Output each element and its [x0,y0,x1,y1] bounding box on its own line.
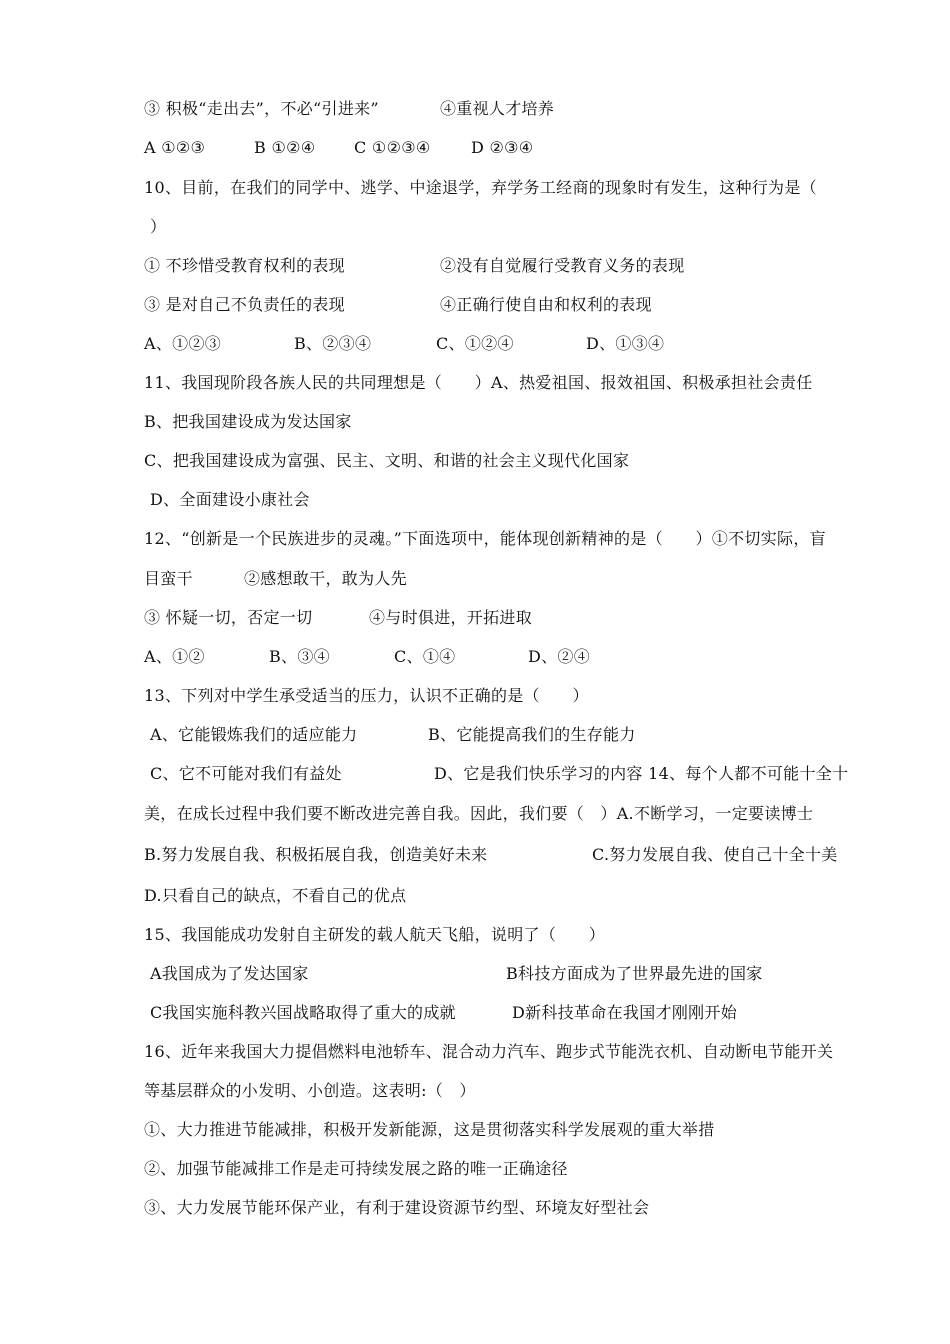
text-segment: ②没有自觉履行受教育义务的表现 [440,256,685,275]
text-segment: A、①②③ [144,334,222,353]
text-segment: C我国实施科教兴国战略取得了重大的成就 [150,1003,456,1022]
text-segment: 12、“创新是一个民族进步的灵魂。”下面选项中，能体现创新精神的是（ ）①不切实际，盲 [144,529,826,548]
text-segment: ④重视人才培养 [440,99,555,118]
text-segment: A、①② [144,647,205,666]
text-segment: C、把我国建设成为富强、民主、文明、和谐的社会主义现代化国家 [144,451,630,470]
text-segment: D、①③④ [586,334,665,353]
text-segment: C、它不可能对我们有益处 [150,764,342,783]
text-segment: A我国成为了发达国家 [150,964,309,983]
text-segment: ①、大力推进节能减排，积极开发新能源，这是贯彻落实科学发展观的重大举措 [144,1120,715,1139]
text-segment: D ②③④ [471,138,534,157]
text-segment: ③ 是对自己不负责任的表现 [144,295,345,314]
text-segment: B、把我国建设成为发达国家 [144,412,352,431]
text-segment: B.努力发展自我、积极拓展自我，创造美好未来 [144,845,488,864]
text-segment: C、①②④ [436,334,514,353]
text-segment: ③、大力发展节能环保产业，有利于建设资源节约型、环境友好型社会 [144,1198,650,1217]
text-segment: 15、我国能成功发射自主研发的载人航天飞船，说明了（ ） [144,925,606,944]
text-segment: 13、下列对中学生承受适当的压力，认识不正确的是（ ） [144,686,589,705]
text-segment: D、全面建设小康社会 [150,490,310,509]
text-segment: D.只看自己的缺点，不看自己的优点 [144,886,407,905]
text-segment: B、它能提高我们的生存能力 [428,725,636,744]
text-segment: 11、我国现阶段各族人民的共同理想是（ ）A、热爱祖国、报效祖国、积极承担社会责任 [144,373,813,392]
text-segment: 目蛮干 [144,569,193,588]
text-segment: 等基层群众的小发明、小创造。这表明:（ ） [144,1081,476,1100]
text-segment: D、②④ [528,647,591,666]
text-segment: ③ 积极“走出去”，不必“引进来” [144,99,379,118]
text-segment: ④与时俱进，开拓进取 [369,608,533,627]
text-segment: ① 不珍惜受教育权利的表现 [144,256,345,275]
text-segment: ②、加强节能减排工作是走可持续发展之路的唯一正确途径 [144,1159,568,1178]
text-segment: D新科技革命在我国才刚刚开始 [512,1003,738,1022]
text-segment: B ①②④ [254,138,316,157]
text-segment: ③ 怀疑一切，否定一切 [144,608,313,627]
text-segment: C ①②③④ [354,138,431,157]
text-segment: B、②③④ [294,334,372,353]
text-segment: C.努力发展自我、使自己十全十美 [592,845,838,864]
text-segment: ④正确行使自由和权利的表现 [440,295,652,314]
text-segment: 10、目前，在我们的同学中、逃学、中途退学，弃学务工经商的现象时有发生，这种行为是（ [144,178,817,197]
text-segment: 16、近年来我国大力提倡燃料电池轿车、混合动力汽车、跑步式节能洗衣机、自动断电节能开关 [144,1042,834,1061]
text-segment: B科技方面成为了世界最先进的国家 [506,964,763,983]
text-segment: ②感想敢干，敢为人先 [244,569,408,588]
text-segment: A、它能锻炼我们的适应能力 [150,725,358,744]
text-segment: A ①②③ [144,138,206,157]
text-segment: D、它是我们快乐学习的内容 14、每个人都不可能十全十 [434,764,849,783]
text-segment: C、①④ [394,647,456,666]
text-segment: B、③④ [269,647,330,666]
text-segment: 美，在成长过程中我们要不断改进完善自我。因此，我们要（ ）A.不断学习，一定要读博士 [144,804,814,823]
text-segment: ） [150,217,167,236]
